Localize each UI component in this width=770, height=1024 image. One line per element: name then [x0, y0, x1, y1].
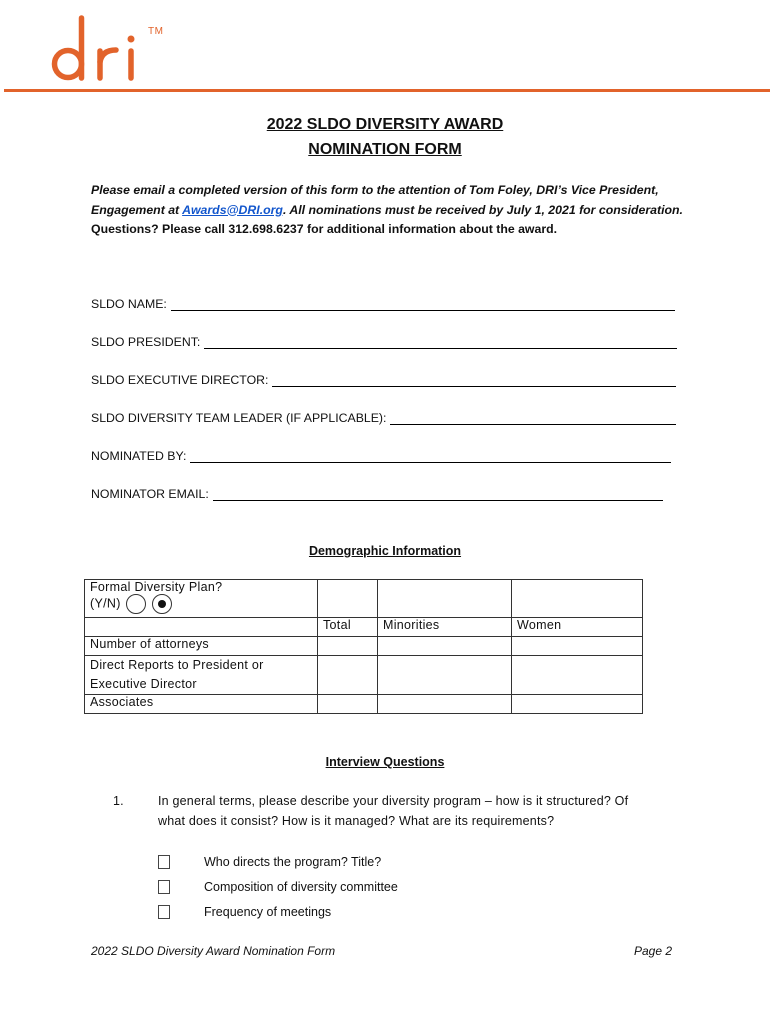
list-item [158, 855, 381, 869]
subitem-text: Frequency of meetings [204, 905, 332, 919]
field-label: NOMINATED BY: [91, 449, 187, 463]
table-cell[interactable] [378, 580, 512, 618]
plan-yes-radio[interactable] [126, 594, 146, 614]
intro-paragraph [91, 181, 691, 240]
row-label: Direct Reports to President or Executive Director [85, 656, 318, 695]
question-number: 1. [113, 794, 124, 808]
table-cell[interactable] [318, 637, 378, 656]
table-cell[interactable] [378, 695, 512, 714]
table-row [85, 656, 643, 695]
sldo-executive-director-field [91, 373, 676, 387]
form-title: 2022 SLDO DIVERSITY AWARD [266, 116, 504, 133]
interview-heading: Interview Questions [325, 755, 445, 769]
col-header-minorities: Minorities [378, 618, 512, 637]
form-subtitle: NOMINATION FORM [308, 141, 462, 158]
field-label: SLDO PRESIDENT: [91, 335, 201, 349]
demographic-table [84, 579, 643, 714]
sldo-president-field [91, 335, 677, 349]
footer-title: 2022 SLDO Diversity Award Nomination Form [91, 944, 336, 958]
table-cell[interactable] [378, 656, 512, 695]
field-label: SLDO NAME: [91, 297, 167, 311]
email-link[interactable]: Awards@DRI.org [182, 202, 283, 217]
question-1-line-2: what does it consist? How is it managed? What are its requirements? [158, 814, 555, 828]
question-1-line-1: In general terms, please describe your diversity program – how is it structured? Of [158, 794, 629, 808]
intro-text-3: Questions? Please call 312.698.6237 for additional information about the award. [91, 222, 558, 236]
table-cell[interactable] [318, 656, 378, 695]
table-row [85, 637, 643, 656]
sldo-name-field [91, 297, 675, 311]
diversity-team-leader-input[interactable] [390, 412, 676, 425]
diversity-plan-label: Formal Diversity Plan? [90, 580, 223, 594]
table-row [85, 695, 643, 714]
field-label: SLDO EXECUTIVE DIRECTOR: [91, 373, 269, 387]
sldo-name-input[interactable] [171, 298, 675, 311]
checkbox-icon[interactable] [158, 880, 170, 894]
demographic-heading: Demographic Information [308, 544, 462, 558]
nominator-email-input[interactable] [213, 488, 663, 501]
trademark: TM [148, 26, 164, 37]
plan-no-radio[interactable] [152, 594, 172, 614]
diversity-team-leader-field [91, 411, 676, 425]
subitem-text: Composition of diversity committee [204, 880, 398, 894]
col-header-women: Women [512, 618, 643, 637]
nominated-by-field [91, 449, 671, 463]
sldo-executive-director-input[interactable] [272, 374, 676, 387]
col-header-total: Total [318, 618, 378, 637]
header-rule [4, 89, 770, 92]
field-label: SLDO DIVERSITY TEAM LEADER (IF APPLICABLE): [91, 411, 387, 425]
intro-text-2: . All nominations must be received by July 1, 2021 for consideration. [282, 202, 683, 217]
diversity-plan-yn: (Y/N) [90, 596, 121, 611]
table-cell[interactable] [318, 695, 378, 714]
checkbox-icon[interactable] [158, 905, 170, 919]
table-cell[interactable] [512, 580, 643, 618]
table-cell[interactable] [512, 695, 643, 714]
table-cell[interactable] [512, 637, 643, 656]
row-label: Associates [85, 695, 318, 714]
checkbox-icon[interactable] [158, 855, 170, 869]
list-item [158, 905, 331, 919]
diversity-plan-cell [85, 580, 318, 618]
table-cell[interactable] [318, 580, 378, 618]
subitem-text: Who directs the program? Title? [204, 855, 382, 869]
nominated-by-input[interactable] [190, 450, 671, 463]
page-number: Page 2 [634, 944, 673, 958]
field-label: NOMINATOR EMAIL: [91, 487, 209, 501]
row-label: Number of attorneys [85, 637, 318, 656]
sldo-president-input[interactable] [204, 336, 677, 349]
table-cell[interactable] [378, 637, 512, 656]
table-cell [85, 618, 318, 637]
intro-text-1: Please email a completed version of this form to the attention of Tom Foley, DRI’s Vice President, Engagement at [91, 183, 659, 217]
nominator-email-field [91, 487, 663, 501]
dri-logo [50, 0, 170, 84]
table-cell[interactable] [512, 656, 643, 695]
logo-text: dri [50, 0, 68, 16]
list-item [158, 880, 398, 894]
